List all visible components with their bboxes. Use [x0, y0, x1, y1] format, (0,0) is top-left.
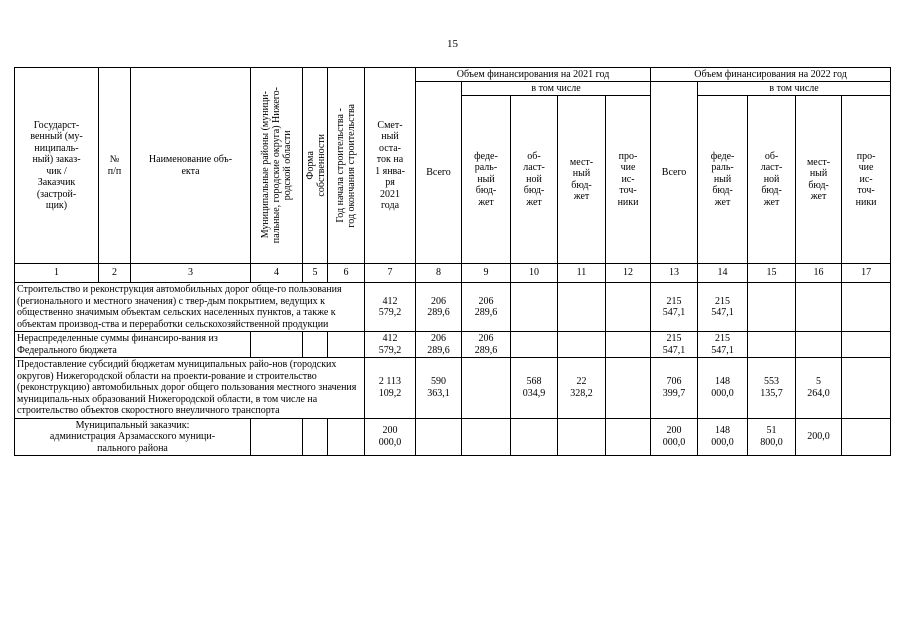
cell-value [511, 332, 558, 358]
empty-cell [328, 418, 365, 456]
cell-value: 22 328,2 [558, 358, 606, 419]
cell-value [606, 358, 651, 419]
cell-value [558, 283, 606, 332]
cell-value [511, 418, 558, 456]
empty-cell [251, 332, 303, 358]
cell-value [606, 283, 651, 332]
column-number: 11 [558, 264, 606, 283]
cell-value [462, 358, 511, 419]
cell-value [748, 283, 796, 332]
header-other-2022: про- чие ис- точ- ники [842, 96, 891, 264]
header-municipal-cell [251, 68, 303, 264]
cell-value: 215 547,1 [651, 332, 698, 358]
column-number: 17 [842, 264, 891, 283]
column-number: 3 [131, 264, 251, 283]
cell-value [796, 332, 842, 358]
cell-value: 148 000,0 [698, 358, 748, 419]
table-row [15, 332, 891, 358]
cell-value: 200 000,0 [365, 418, 416, 456]
empty-cell [251, 418, 303, 456]
row-label: Нераспределенные суммы финансиро-вания из Федерального бюджета [15, 332, 251, 358]
header-other-2021: про- чие ис- точ- ники [606, 96, 651, 264]
cell-value [558, 418, 606, 456]
cell-value [842, 283, 891, 332]
header-regional-2022: об- ласт- ной бюд- жет [748, 96, 796, 264]
column-number: 8 [416, 264, 462, 283]
cell-value: 590 363,1 [416, 358, 462, 419]
header-municipal: Муниципальные районы (муници- пальные, городские округа) Нижего- родской области [260, 87, 293, 244]
cell-value: 412 579,2 [365, 332, 416, 358]
cell-value [842, 358, 891, 419]
cell-value: 148 000,0 [698, 418, 748, 456]
header-regional-2021: об- ласт- ной бюд- жет [511, 96, 558, 264]
header-customer: Государст- венный (му- ниципаль- ный) заказ- чик / Заказчик (застрой- щик) [15, 68, 99, 264]
cell-value: 51 800,0 [748, 418, 796, 456]
financing-table [14, 67, 891, 456]
header-federal-2021: феде- раль- ный бюд- жет [462, 96, 511, 264]
cell-value: 200,0 [796, 418, 842, 456]
empty-cell [328, 332, 365, 358]
cell-value: 215 547,1 [698, 332, 748, 358]
cell-value [416, 418, 462, 456]
column-number: 14 [698, 264, 748, 283]
cell-value [606, 332, 651, 358]
header-local-2021: мест- ный бюд- жет [558, 96, 606, 264]
column-number: 7 [365, 264, 416, 283]
cell-value: 206 289,6 [416, 332, 462, 358]
column-number: 10 [511, 264, 558, 283]
cell-value [842, 418, 891, 456]
column-number: 12 [606, 264, 651, 283]
cell-value: 206 289,6 [462, 283, 511, 332]
cell-value [748, 332, 796, 358]
column-number: 4 [251, 264, 303, 283]
header-including-2021: в том числе [462, 82, 651, 96]
cell-value: 2 113 109,2 [365, 358, 416, 419]
column-number: 6 [328, 264, 365, 283]
header-fin-2022: Объем финансирования на 2022 год [651, 68, 891, 82]
row-label: Предоставление субсидий бюджетам муниципальных райо-нов (городских округов) Нижегородской области на проекти-рование и строительство (реконструкцию) автомобильных дорог общего пользования местного значения муниципаль-ных образований Нижегородской области, в том числе на строительство объектов скоростного внеуличного транспорта [15, 358, 365, 419]
cell-value [462, 418, 511, 456]
cell-value: 206 289,6 [462, 332, 511, 358]
row-label: Строительство и реконструкция автомобильных дорог обще-го пользования (регионального и местного значения) с твер-дым покрытием, ведущих к общественно значимым объектам сельских населенных пунктов, а также к объектам производ-ства и переработки сельскохозяйственной продукции [15, 283, 365, 332]
header-local-2022: мест- ный бюд- жет [796, 96, 842, 264]
cell-value [606, 418, 651, 456]
cell-value [842, 332, 891, 358]
cell-value: 5 264,0 [796, 358, 842, 419]
header-fin-2021: Объем финансирования на 2021 год [416, 68, 651, 82]
header-including-2022: в том числе [698, 82, 891, 96]
column-number: 16 [796, 264, 842, 283]
table-row [15, 283, 891, 332]
cell-value: 215 547,1 [698, 283, 748, 332]
header-years: Год начала строительства - год окончания строительства [335, 103, 357, 228]
header-ownership-cell [303, 68, 328, 264]
page-number: 15 [447, 38, 458, 50]
column-number: 1 [15, 264, 99, 283]
header-years-cell [328, 68, 365, 264]
empty-cell [303, 418, 328, 456]
column-number: 5 [303, 264, 328, 283]
cell-value: 200 000,0 [651, 418, 698, 456]
cell-value: 553 135,7 [748, 358, 796, 419]
cell-value [558, 332, 606, 358]
column-number: 15 [748, 264, 796, 283]
row-label: Муниципальный заказчик: администрация Арзамасского муници- пального района [15, 418, 251, 456]
table-row [15, 358, 891, 419]
table-row [15, 418, 891, 456]
header-total-2021: Всего [416, 82, 462, 264]
header-object-name: Наименование объ- екта [131, 68, 251, 264]
header-total-2022: Всего [651, 82, 698, 264]
cell-value: 206 289,6 [416, 283, 462, 332]
cell-value: 568 034,9 [511, 358, 558, 419]
cell-value: 215 547,1 [651, 283, 698, 332]
header-estimate: Смет- ный оста- ток на 1 янва- ря 2021 года [365, 68, 416, 264]
column-number: 2 [99, 264, 131, 283]
column-number-row [15, 264, 891, 283]
header-number: № п/п [99, 68, 131, 264]
empty-cell [303, 332, 328, 358]
column-number: 13 [651, 264, 698, 283]
column-number: 9 [462, 264, 511, 283]
cell-value [796, 283, 842, 332]
header-federal-2022: феде- раль- ный бюд- жет [698, 96, 748, 264]
cell-value: 412 579,2 [365, 283, 416, 332]
cell-value [511, 283, 558, 332]
cell-value: 706 399,7 [651, 358, 698, 419]
header-ownership: Форма собственности [305, 134, 327, 197]
